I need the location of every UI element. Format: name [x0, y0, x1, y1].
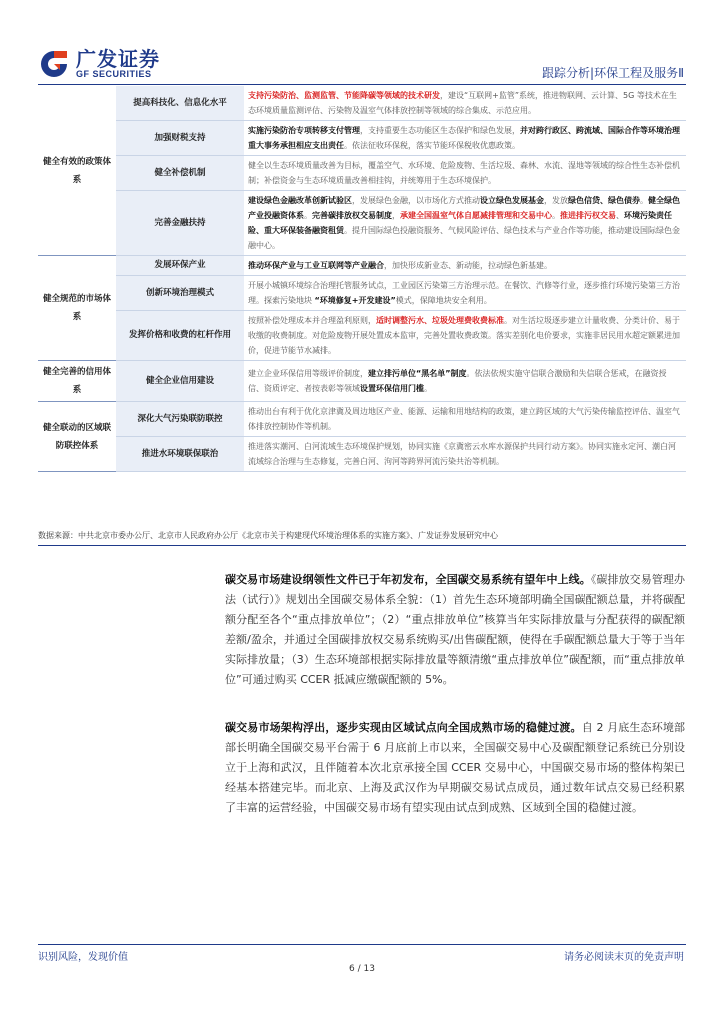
plain-text: 。对生活垃圾逐步建立计量收费、分类计价、易于收缴的收费制度。对危险废物开展处置成本监审，完善处置收费政策。落实差别化电价要求，实施非居民用水超定额累进加价，促进节能节水减排。 [248, 316, 680, 355]
policy-row [38, 121, 686, 156]
paragraph-text: 自 2 月底生态环境部部长明确全国碳交易平台需于 6 月底前上市以来，全国碳交易中心及碳配额登记系统已分别设立于上海和武汉，且伴随着本次北京承接全国 CCER 交易中心，中国碳交易市场的整体构架已经基本搭建完毕。而北京、上海及武汉作为早期碳交易试点成员，通过数年试点交易已经积累了丰富的运营经验，中国碳交易市场有望实现由试点到成熟、区域到全国的稳健过渡。 [225, 721, 685, 814]
footer-disclaimer[interactable]: 请务必阅读末页的免责声明 [564, 952, 684, 963]
policy-subcategory: 推进水环境联保联治 [116, 437, 244, 472]
policy-row [38, 437, 686, 472]
policy-subcategory: 健全补偿机制 [116, 156, 244, 191]
policy-description [244, 121, 686, 156]
bold-text: 建立排污单位“黑名单”制度 [368, 369, 467, 378]
policy-subcategory: 发挥价格和收费的杠杆作用 [116, 311, 244, 361]
plain-text: 推进落实潮河、白河流域生态环境保护规划，协同实施《京冀密云水库水源保护共同行动方案》。协同实施永定河、潮白河流域综合治理与生态修复，完善白河、泃河等跨界河流污染共治等机制。 [248, 442, 676, 466]
policy-subcategory: 健全企业信用建设 [116, 361, 244, 402]
policy-description [244, 191, 686, 256]
plain-text: ，发放 [544, 196, 568, 205]
plain-text: 。 [304, 211, 312, 220]
policy-description [244, 361, 686, 402]
bold-text: 设置环保信用门槛 [360, 384, 424, 393]
bold-text: 并对跨行政区、跨流域、国际合作等环境治理重大事务承担相应支出责任 [248, 126, 680, 150]
header-divider [38, 84, 686, 85]
policy-description [244, 156, 686, 191]
plain-text: ，加快形成新业态、新动能，拉动绿色新基建。 [384, 261, 552, 270]
highlight-text: 承建全国温室气体自愿减排管理和交易中心 [400, 211, 552, 220]
plain-text: 开展小城镇环境综合治理托管服务试点，工业园区污染第三方治理示范。在餐饮、汽修等行业，逐步推行环境污染第三方治理。探索污染地块 [248, 281, 680, 305]
highlight-text: 推进排污权交易 [560, 211, 616, 220]
logo-english-text: GF SECURITIES [76, 68, 152, 79]
bold-text: 建设绿色金融改革创新试验区 [248, 196, 352, 205]
policy-subcategory: 完善金融扶持 [116, 191, 244, 256]
bold-text: 实施污染防治专项转移支付管理 [248, 126, 360, 135]
bold-text: 完善碳排放权交易制度 [312, 211, 392, 220]
source-divider [38, 545, 686, 546]
policy-row [38, 256, 686, 276]
paragraph-lead-bold: 碳交易市场建设纲领性文件已于年初发布，全国碳交易系统有望年中上线。 [225, 573, 591, 586]
bold-text: 绿色信贷、绿色债券 [568, 196, 640, 205]
plain-text: 。依法征收环保税，落实节能环保税收优惠政策。 [344, 141, 520, 150]
plain-text: 模式，保障地块安全利用。 [395, 296, 492, 305]
policy-row [38, 191, 686, 256]
policy-row [38, 156, 686, 191]
policy-row [38, 402, 686, 437]
bold-text: 推动环保产业与工业互联网等产业融合 [248, 261, 384, 270]
plain-text: 。 [552, 211, 560, 220]
policy-description [244, 311, 686, 361]
policy-row [38, 311, 686, 361]
plain-text: 。提升国际绿色投融资服务、气候风险评估、绿色技术与产业合作等功能，推动建设国际绿色金融中心。 [248, 226, 680, 250]
policy-description [244, 86, 686, 121]
plain-text: ，支持重要生态功能区生态保护和绿色发展， [360, 126, 520, 135]
bold-text: “环境修复+开发建设” [314, 296, 396, 305]
policy-table [38, 86, 686, 472]
footer-divider [38, 944, 686, 945]
bold-text: 健全绿色产业投融资体系 [248, 196, 680, 220]
report-category: 跟踪分析|环保工程及服务Ⅱ [542, 66, 684, 80]
policy-description [244, 402, 686, 437]
page-header [0, 0, 724, 88]
plain-text: 。依法依规实施守信联合激励和失信联合惩戒，在融资授信、资质评定、者按表彰等领域 [248, 369, 667, 393]
company-logo [38, 48, 160, 80]
table-source-note: 数据来源：中共北京市委办公厅、北京市人民政府办公厅《北京市关于构建现代环境治理体系的实施方案》、广发证券发展研究中心 [38, 531, 498, 540]
policy-description [244, 437, 686, 472]
policy-description [244, 276, 686, 311]
plain-text: ，建设“互联网+监管”系统，推进物联网、云计算、5G 等技术在生态环境质量监测评估、污染物及温室气体排放控制等领域的综合集成、示范应用。 [248, 91, 677, 115]
policy-subcategory: 发展环保产业 [116, 256, 244, 276]
plain-text: 、 [616, 211, 624, 220]
bold-text: 环境污染责任险、重大环保装备融资租赁 [248, 211, 672, 235]
highlight-text: 支持污染防治、监测监管、节能降碳等领域的技术研发 [248, 91, 440, 100]
highlight-text: 适时调整污水、垃圾处理费收费标准 [376, 316, 504, 325]
policy-row [38, 276, 686, 311]
plain-text: 健全以生态环境质量改善为目标，覆盖空气、水环境、危险废物、生活垃圾、森林、水流、湿地等领域的综合性生态补偿机制；补偿资金与生态环境质量改善相挂钩，并统筹用于生态环境保护。 [248, 161, 680, 185]
bold-text: 设立绿色发展基金 [480, 196, 544, 205]
policy-subcategory: 创新环境治理模式 [116, 276, 244, 311]
policy-subcategory: 提高科技化、信息化水平 [116, 86, 244, 121]
logo-chinese-text: 广发证券 [76, 46, 160, 71]
paragraph-carbon-market [225, 718, 685, 818]
plain-text: ，发展绿色金融，以市场化方式推动 [352, 196, 480, 205]
policy-category: 健全联动的区域联防联控体系 [38, 402, 116, 472]
page-number: 6 / 13 [349, 964, 375, 974]
policy-category: 健全规范的市场体系 [38, 256, 116, 361]
plain-text: ， [392, 211, 400, 220]
policy-subcategory: 加强财税支持 [116, 121, 244, 156]
policy-description [244, 256, 686, 276]
plain-text: 。 [424, 384, 432, 393]
plain-text: 。 [640, 196, 648, 205]
footer-slogan: 识别风险，发现价值 [38, 952, 128, 963]
policy-row [38, 86, 686, 121]
policy-category: 健全完善的信用体系 [38, 361, 116, 402]
paragraph-text: 《碳排放交易管理办法（试行）》规划出全国碳交易体系全貌：（1）首先生态环境部明确全国碳配额总量，并将碳配额分配至各个“重点排放单位”；（2）“重点排放单位”核算当年实际排放量与分配获得的碳配额差额/盈余，并通过全国碳排放权交易系统购买/出售碳配额，使得在手碳配额总量大于等于当年实际排放量；（3）生态环境部根据实际排放量等额清缴“重点排放单位”碳配额，而“重点排放单位”可通过购买 CCER 抵减应缴碳配额的 5%。 [225, 573, 686, 686]
policy-subcategory: 深化大气污染联防联控 [116, 402, 244, 437]
policy-row [38, 361, 686, 402]
plain-text: 建立企业环保信用等级评价制度， [248, 369, 368, 378]
paragraph-lead-bold: 碳交易市场架构浮出，逐步实现由区域试点向全国成熟市场的稳健过渡。 [225, 721, 582, 734]
paragraph-carbon-docs [225, 570, 685, 690]
plain-text: 推动出台有利于优化京津冀及周边地区产业、能源、运输和用地结构的政策，建立跨区域的大气污染传输监控评估、温室气体排放控制协作等机制。 [248, 407, 680, 431]
policy-category: 健全有效的政策体系 [38, 86, 116, 256]
plain-text: 按照补偿处理成本并合理盈利原则， [248, 316, 376, 325]
gf-logo-icon [38, 48, 70, 80]
